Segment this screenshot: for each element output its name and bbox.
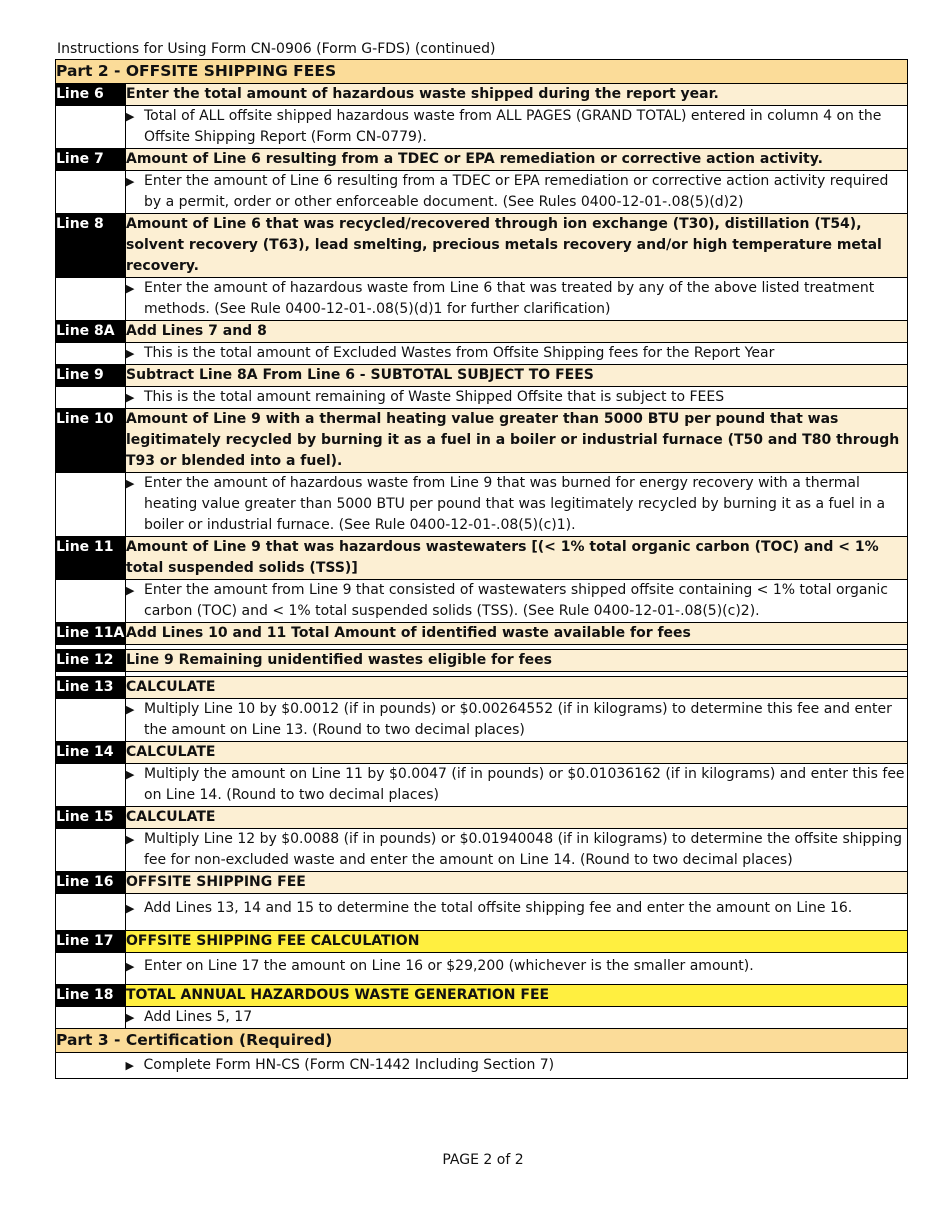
line-15-title-row [56,807,908,829]
instructions-table [55,59,908,1079]
bullet-arrow-icon: ▶ [126,902,135,915]
line-16-label: Line 16 [56,872,126,894]
line-14-desc-row [56,764,908,807]
line-8a-title-row [56,321,908,343]
line-10-desc: Enter the amount of hazardous waste from Line 9 that was burned for energy recovery with a thermal heating value greater than 5000 BTU per pound that was legitimately recycled by burning it as a fuel in a boiler or industrial furnace. (See Rule 0400-12-01-.08(5)(c)1). [144,475,886,533]
line-16-title-row [56,872,908,894]
line-10-title-row [56,409,908,473]
line-13-title: CALCULATE [126,677,908,699]
line-13-label: Line 13 [56,677,126,699]
bullet-arrow-icon: ▶ [126,703,135,716]
line-15-title: CALCULATE [126,807,908,829]
line-16-title: OFFSITE SHIPPING FEE [126,872,908,894]
bullet-arrow-icon: ▶ [126,833,135,846]
bullet-arrow-icon: ▶ [126,584,135,597]
line-11-title-row [56,537,908,580]
line-14-desc: Multiply the amount on Line 11 by $0.0047 (if in pounds) or $0.01036162 (if in kilograms) and enter this fee on Line 14. (Round to two decimal places) [144,766,905,803]
line-17-desc-row [56,953,908,985]
line-10-desc-row [56,473,908,537]
line-8a-desc: This is the total amount of Excluded Wastes from Offsite Shipping fees for the Report Year [144,345,775,361]
line-8-label: Line 8 [56,214,126,278]
bullet-arrow-icon: ▶ [125,1059,134,1072]
line-11a-title: Add Lines 10 and 11 Total Amount of identified waste available for fees [126,623,908,645]
bullet-arrow-icon: ▶ [126,175,135,188]
line-18-title: TOTAL ANNUAL HAZARDOUS WASTE GENERATION FEE [126,985,908,1007]
line-6-label: Line 6 [56,84,126,106]
line-8a-label: Line 8A [56,321,126,343]
line-17-title-row [56,931,908,953]
line-6-title: Enter the total amount of hazardous waste shipped during the report year. [126,84,908,106]
line-13-desc: Multiply Line 10 by $0.0012 (if in pounds) or $0.00264552 (if in kilograms) to determine this fee and enter the amount on Line 13. (Round to two decimal places) [144,701,892,738]
line-12-label: Line 12 [56,650,126,672]
line-9-title: Subtract Line 8A From Line 6 - SUBTOTAL SUBJECT TO FEES [126,365,908,387]
bullet-arrow-icon: ▶ [126,960,135,973]
line-8a-desc-row [56,343,908,365]
line-18-label: Line 18 [56,985,126,1007]
bullet-arrow-icon: ▶ [126,282,135,295]
part2-header-row [56,60,908,84]
part3-desc: Complete Form HN-CS (Form CN-1442 Including Section 7) [143,1057,555,1073]
line-15-desc: Multiply Line 12 by $0.0088 (if in pounds) or $0.01940048 (if in kilograms) to determine the offsite shipping fee for non-excluded waste and enter the amount on Line 14. (Round to two decimal places) [144,831,902,868]
page-header: Instructions for Using Form CN-0906 (Form G-FDS) (continued) [57,41,496,57]
line-11-desc: Enter the amount from Line 9 that consisted of wastewaters shipped offsite containing < 1% total organic carbon (TOC) and < 1% total suspended solids (TSS). (See Rule 0400-12-01-.08(5)(c)2). [144,582,888,619]
bullet-arrow-icon: ▶ [126,347,135,360]
line-8-title: Amount of Line 6 that was recycled/recovered through ion exchange (T30), distillation (T54), solvent recovery (T63), lead smelting, precious metals recovery and/or high temperature metal recovery. [126,214,908,278]
line-10-label: Line 10 [56,409,126,473]
line-11-label: Line 11 [56,537,126,580]
line-7-title-row [56,149,908,171]
line-7-label: Line 7 [56,149,126,171]
line-8a-title: Add Lines 7 and 8 [126,321,908,343]
line-9-title-row [56,365,908,387]
part3-desc-row [56,1053,908,1079]
line-16-desc: Add Lines 13, 14 and 15 to determine the total offsite shipping fee and enter the amount on Line 16. [144,900,853,916]
line-7-desc: Enter the amount of Line 6 resulting from a TDEC or EPA remediation or corrective action activity required by a permit, order or other enforceable document. (See Rules 0400-12-01-.08(5)(d)2) [144,173,889,210]
line-18-desc: Add Lines 5, 17 [144,1009,253,1025]
line-7-desc-row [56,171,908,214]
line-16-desc-row [56,894,908,931]
line-11-title: Amount of Line 9 that was hazardous wastewaters [(< 1% total organic carbon (TOC) and < 1% total suspended solids (TSS)] [126,537,908,580]
line-12-title: Line 9 Remaining unidentified wastes eligible for fees [126,650,908,672]
line-8-desc-row [56,278,908,321]
line-17-title: OFFSITE SHIPPING FEE CALCULATION [126,931,908,953]
part3-title: Part 3 - Certification (Required) [56,1029,908,1053]
line-10-title: Amount of Line 9 with a thermal heating value greater than 5000 BTU per pound that was legitimately recycled by burning it as a fuel in a boiler or industrial furnace (T50 and T80 through T93 or blended into a fuel). [126,409,908,473]
line-6-title-row [56,84,908,106]
bullet-arrow-icon: ▶ [126,391,135,404]
line-13-title-row [56,677,908,699]
line-11a-title-row [56,623,908,645]
line-13-desc-row [56,699,908,742]
line-14-label: Line 14 [56,742,126,764]
line-17-label: Line 17 [56,931,126,953]
part2-title: Part 2 - OFFSITE SHIPPING FEES [56,60,908,84]
line-11-desc-row [56,580,908,623]
line-11a-label: Line 11A [56,623,126,645]
line-8-title-row [56,214,908,278]
line-9-desc: This is the total amount remaining of Waste Shipped Offsite that is subject to FEES [144,389,725,405]
bullet-arrow-icon: ▶ [126,1011,135,1024]
bullet-arrow-icon: ▶ [126,768,135,781]
line-7-title: Amount of Line 6 resulting from a TDEC or EPA remediation or corrective action activity. [126,149,908,171]
line-15-desc-row [56,829,908,872]
part3-header-row [56,1029,908,1053]
page-number: PAGE 2 of 2 [442,1152,524,1168]
line-6-desc-row [56,106,908,149]
bullet-arrow-icon: ▶ [126,477,135,490]
line-14-title: CALCULATE [126,742,908,764]
line-9-label: Line 9 [56,365,126,387]
bullet-arrow-icon: ▶ [126,110,135,123]
line-18-desc-row [56,1007,908,1029]
line-12-title-row [56,650,908,672]
line-6-desc: Total of ALL offsite shipped hazardous waste from ALL PAGES (GRAND TOTAL) entered in column 4 on the Offsite Shipping Report (Form CN-0779). [144,108,882,145]
line-15-label: Line 15 [56,807,126,829]
line-14-title-row [56,742,908,764]
line-17-desc: Enter on Line 17 the amount on Line 16 or $29,200 (whichever is the smaller amount). [144,958,754,974]
line-18-title-row [56,985,908,1007]
line-8-desc: Enter the amount of hazardous waste from Line 6 that was treated by any of the above listed treatment methods. (See Rule 0400-12-01-.08(5)(d)1 for further clarification) [144,280,875,317]
line-9-desc-row [56,387,908,409]
